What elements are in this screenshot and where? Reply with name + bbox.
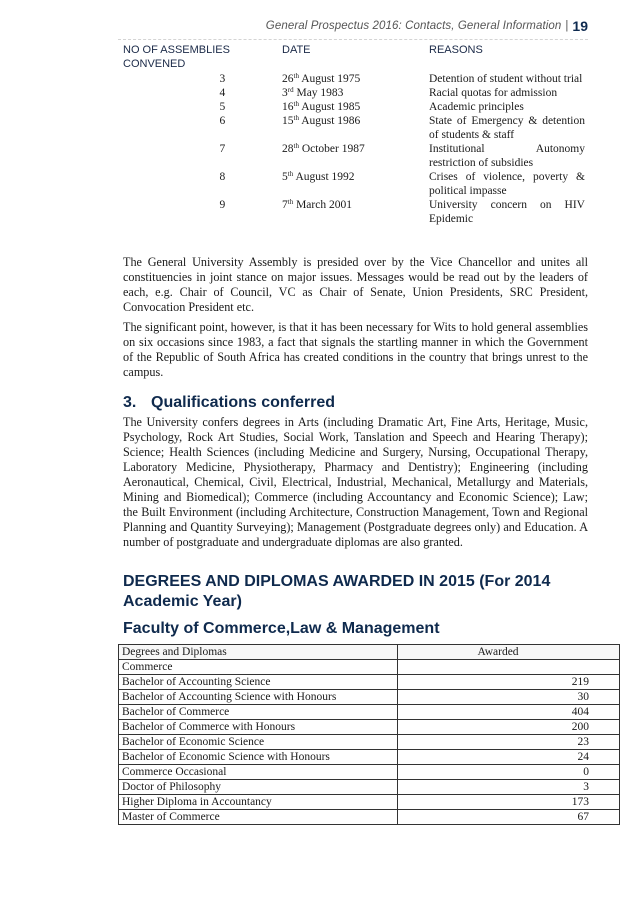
table-row — [119, 675, 620, 690]
assembly-date — [282, 170, 429, 198]
table-row — [119, 750, 620, 765]
degree-awarded: 173 — [398, 795, 620, 810]
page-header — [266, 16, 588, 36]
degree-awarded: 30 — [398, 690, 620, 705]
header-title: General Prospectus 2016: Contacts, General Information — [265, 20, 562, 32]
assemblies-header-row — [123, 41, 593, 72]
degree-name: Commerce — [119, 660, 398, 675]
col-header-degrees: Degrees and Diplomas — [119, 645, 398, 660]
page-number: 19 — [572, 18, 588, 34]
assemblies-table — [123, 41, 593, 226]
degree-awarded: 24 — [398, 750, 620, 765]
assembly-number-value: 4 — [219, 87, 226, 99]
faculty-heading: Faculty of Commerce,Law & Management — [123, 620, 440, 637]
degree-awarded: 23 — [398, 735, 620, 750]
assemblies-body — [123, 72, 593, 226]
degrees-heading: DEGREES AND DIPLOMAS AWARDED IN 2015 (For 2014 Academic Year) — [123, 573, 551, 610]
col-header-date: DATE — [282, 44, 311, 56]
date-month-year: August 1992 — [293, 171, 355, 183]
assembly-reason: Detention of student without trial — [429, 73, 583, 85]
assembly-reason: Academic principles — [429, 101, 524, 113]
degree-name: Bachelor of Accounting Science — [119, 675, 398, 690]
assembly-reason: Crises of violence, poverty & political impasse — [429, 171, 585, 197]
assembly-number-value: 7 — [219, 143, 226, 155]
assembly-row — [123, 100, 593, 114]
assembly-row — [123, 114, 593, 142]
assembly-number-value: 9 — [219, 199, 226, 211]
date-suffix: th — [293, 72, 299, 80]
date-day: 16 — [282, 101, 294, 113]
table-row — [119, 660, 620, 675]
degree-awarded: 200 — [398, 720, 620, 735]
degree-awarded: 0 — [398, 765, 620, 780]
assembly-date — [282, 142, 429, 170]
date-month-year: May 1983 — [293, 87, 344, 99]
degree-awarded: 404 — [398, 705, 620, 720]
assembly-paragraph-1: The General University Assembly is presided over by the Vice Chancellor and unites all constituencies in joint stance on major issues. Messages would be read out by the leaders of each, e.g. Chair of Council, VC as Chair of Senate, Union Presidents, SRC President, Convocation President etc. — [123, 255, 588, 314]
table-row — [119, 705, 620, 720]
assembly-number — [123, 72, 282, 86]
date-suffix: th — [293, 114, 299, 122]
assembly-reason: Racial quotas for admission — [429, 87, 558, 99]
date-day: 28 — [282, 143, 294, 155]
assembly-reason: University concern on HIV Epidemic — [429, 199, 585, 225]
assembly-row — [123, 198, 593, 226]
assembly-row — [123, 170, 593, 198]
assembly-date — [282, 100, 429, 114]
assembly-number-value: 5 — [219, 101, 226, 113]
table-row — [119, 765, 620, 780]
section-heading-qualifications — [123, 394, 335, 412]
assembly-row — [123, 86, 593, 100]
degree-name: Bachelor of Accounting Science with Honours — [119, 690, 398, 705]
assembly-row — [123, 142, 593, 170]
assembly-number-value: 3 — [219, 73, 226, 85]
assembly-paragraph-2: The significant point, however, is that it has been necessary for Wits to hold general assemblies on six occasions since 1983, a fact that signals the startling manner in which the Government of the Republic of South Africa has created conditions in the country that brings unrest to the campus. — [123, 320, 588, 379]
degree-awarded: 3 — [398, 780, 620, 795]
assembly-number — [123, 170, 282, 198]
assembly-reason: Institutional Autonomy restriction of subsidies — [429, 143, 585, 169]
date-suffix: th — [287, 170, 294, 178]
table-row — [119, 720, 620, 735]
degree-name: Doctor of Philosophy — [119, 780, 398, 795]
col-header-reasons: REASONS — [429, 44, 483, 56]
degrees-table — [118, 644, 620, 825]
assembly-number — [123, 142, 282, 170]
assembly-date — [282, 72, 429, 86]
date-month-year: August 1975 — [298, 73, 361, 85]
table-row — [119, 780, 620, 795]
date-month-year: March 2001 — [293, 199, 352, 211]
date-day: 26 — [282, 73, 294, 85]
degrees-table-header — [119, 645, 620, 660]
degree-name: Higher Diploma in Accountancy — [119, 795, 398, 810]
table-row — [119, 795, 620, 810]
assembly-number — [123, 100, 282, 114]
assembly-number — [123, 114, 282, 142]
degree-name: Bachelor of Commerce — [119, 705, 398, 720]
date-suffix: th — [293, 100, 299, 108]
date-day: 3 — [282, 87, 288, 99]
header-rule — [118, 39, 588, 40]
degree-awarded: 219 — [398, 675, 620, 690]
date-suffix: th — [287, 198, 294, 206]
date-suffix: th — [293, 142, 299, 150]
degree-name: Bachelor of Economic Science with Honours — [119, 750, 398, 765]
assembly-reason: State of Emergency & detention of students & staff — [429, 115, 585, 141]
assembly-number-value: 6 — [219, 115, 226, 127]
assembly-number — [123, 198, 282, 226]
assembly-row — [123, 72, 593, 86]
col-header-awarded: Awarded — [398, 645, 620, 660]
degree-name: Bachelor of Economic Science — [119, 735, 398, 750]
table-row — [119, 690, 620, 705]
qualifications-paragraph: The University confers degrees in Arts (including Dramatic Art, Fine Arts, Heritage, Music, Psychology, Rock Art Studies, Social Work, Tanslation and Speech and Hearing Therapy); Science; Health Sciences (including Medicine and Surgery, Nursing, Occupational Therapy, Laboratory Medicine, Physiotherapy, Pharmacy and Dentistry); Engineering (including Aeronautical, Chemical, Civil, Electrical, Industrial, Mechanical, Metallurgy and Materials, Mining and Biomedical); Commerce (including Accountancy and Economic Science); Law; the Built Environment (including Architecture, Construction Management, Town and Regional Planning and Quantity Surveying); Management (Postgraduate degrees only) and Education. A number of postgraduate and undergraduate diplomas are also granted. — [123, 415, 588, 549]
date-suffix: rd — [287, 86, 294, 94]
section-title: Qualifications conferred — [151, 394, 336, 411]
table-row — [119, 810, 620, 825]
assembly-date — [282, 198, 429, 226]
degree-name: Commerce Occasional — [119, 765, 398, 780]
assembly-number-value: 8 — [219, 171, 226, 183]
table-row — [119, 735, 620, 750]
col-header-assemblies: NO OF ASSEMBLIES CONVENED — [123, 44, 230, 70]
degrees-table-body — [119, 645, 620, 825]
assembly-date — [282, 114, 429, 142]
section-number: 3. — [123, 394, 137, 411]
date-day: 7 — [282, 199, 288, 211]
degree-awarded: 67 — [398, 810, 620, 825]
assembly-date — [282, 86, 429, 100]
date-day: 5 — [282, 171, 288, 183]
date-month-year: October 1987 — [298, 143, 365, 155]
date-month-year: August 1986 — [298, 115, 361, 127]
date-day: 15 — [282, 115, 294, 127]
degree-awarded — [398, 660, 620, 675]
degree-name: Master of Commerce — [119, 810, 398, 825]
degree-name: Bachelor of Commerce with Honours — [119, 720, 398, 735]
date-month-year: August 1985 — [298, 101, 361, 113]
assembly-number — [123, 86, 282, 100]
header-separator: | — [565, 20, 569, 32]
